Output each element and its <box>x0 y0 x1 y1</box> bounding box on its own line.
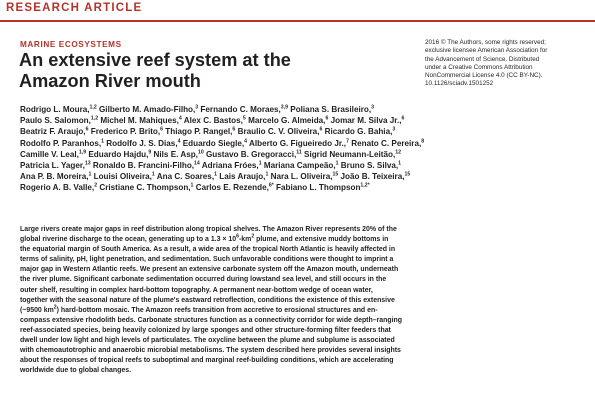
author-line-text: Ana C. Soares, <box>154 172 215 182</box>
affiliation-superscript: 6 <box>401 115 405 122</box>
affiliation-superscript: 1 <box>214 171 217 178</box>
author-line-text: Braulio C. V. Oliveira, <box>235 127 320 137</box>
abstract-line-text: Large rivers create major gaps in reef distribution along tropical shelves. The Amazon River represents 20% of the <box>20 226 397 233</box>
abstract-line-text: global riverine discharge to the ocean, generating up to a 1.3 × 10 <box>20 236 237 244</box>
abstract-line <box>20 265 590 275</box>
author-line-text: Mariana Campeão, <box>261 161 336 171</box>
author-list <box>20 104 590 194</box>
doi-link[interactable]: 10.1126/sciadv.1501252 <box>425 80 494 88</box>
author-line-text: Adriana Fróes, <box>199 161 259 171</box>
abstract-line-text: the river plume. Significant carbonate sedimentation occurred during lowstand sea level, and still occurs in the <box>20 276 387 284</box>
author-line-text: Alex C. Bastos, <box>181 116 243 126</box>
author-line-text: Carlos E. Rezende, <box>193 183 269 193</box>
license-line: NonCommercial License 4.0 (CC BY-NC). <box>425 72 543 80</box>
author-line-text: Rodolfo J. S. Dias, <box>104 138 178 148</box>
abstract-line <box>20 336 590 346</box>
author-line-text: Ana P. B. Moreira, <box>20 172 89 182</box>
affiliation-superscript: 2 <box>53 304 57 311</box>
author-line-text: Eduardo Hajdu, <box>86 149 149 159</box>
abstract-line-text: compass extensive rhodolith beds. Carbonate structures function as a connectivity corridor for wide depth–ranging <box>20 316 403 324</box>
affiliation-superscript: 14 <box>194 160 200 167</box>
affiliation-superscript: 4 <box>178 115 182 122</box>
author-line-text: Paulo S. Salomon, <box>20 116 91 126</box>
affiliation-superscript: 3 <box>371 104 374 111</box>
affiliation-superscript: 10 <box>197 149 204 156</box>
author-line-text: Gilberto M. Amado-Filho, <box>96 105 196 114</box>
abstract-line <box>20 245 590 255</box>
author-line-text: Fernando C. Moraes, <box>198 105 281 114</box>
abstract-line <box>20 286 590 296</box>
abstract-line <box>20 255 590 265</box>
author-line-text: Renato C. Pereira, <box>348 138 422 148</box>
abstract-line-text: -km <box>238 236 252 244</box>
affiliation-superscript: 1 <box>101 137 104 144</box>
abstract-line-text: ) hard-bottom mosaic. The Amazon reefs transition from accretive to erosional structures and en- <box>56 306 378 314</box>
license-notice <box>425 39 593 89</box>
affiliation-superscript: 1,2* <box>360 182 370 189</box>
author-line-text: João B. Teixeira, <box>338 172 405 182</box>
affiliation-superscript: 3 <box>195 104 199 111</box>
author-line <box>20 138 590 149</box>
affiliation-superscript: 1,2 <box>89 104 97 111</box>
affiliation-superscript: 13 <box>84 160 91 167</box>
author-line-text: Thiago P. Rangel, <box>163 127 233 137</box>
affiliation-superscript: 1,9 <box>78 149 87 156</box>
license-line: exclusive licensee American Association for <box>425 47 548 55</box>
affiliation-superscript: 15 <box>332 171 339 178</box>
author-line-text: Ronaldo B. Francini-Filho, <box>90 161 195 171</box>
abstract-line <box>20 366 590 376</box>
abstract-line <box>20 306 590 316</box>
author-line-text: Nils E. Asp, <box>151 149 198 159</box>
author-line-text: Jomar M. Silva Jr., <box>328 116 402 126</box>
affiliation-superscript: 6* <box>268 182 274 189</box>
author-line-text: Lais Araujo, <box>216 172 266 182</box>
affiliation-superscript: 1 <box>151 171 155 178</box>
article-type-label: RESEARCH ARTICLE <box>6 2 143 14</box>
affiliation-superscript: 8 <box>421 137 425 144</box>
author-line <box>20 171 590 182</box>
affiliation-superscript: 1 <box>190 182 194 189</box>
abstract-line <box>20 356 590 366</box>
abstract-line-text: together with the seasonal nature of the plume's eastward retroflection, conditions the existence of this extensive <box>20 296 395 304</box>
affiliation-superscript: 4 <box>244 137 248 144</box>
author-line-text: Marcelo G. Almeida, <box>245 116 326 126</box>
abstract <box>20 225 590 376</box>
affiliation-superscript: 6 <box>236 233 239 240</box>
affiliation-superscript: 1 <box>265 171 269 178</box>
affiliation-superscript: 11 <box>296 149 302 156</box>
affiliation-superscript: 1 <box>398 160 402 167</box>
author-line-text: Sigrid Neumann-Leitão, <box>301 149 396 159</box>
affiliation-superscript: 3 <box>392 126 396 133</box>
author-line-text: Camille V. Leal, <box>20 149 79 159</box>
abstract-line <box>20 316 590 326</box>
abstract-line-text: (~9500 km <box>20 306 54 314</box>
title-line: Amazon River mouth <box>19 71 201 91</box>
author-line-text: Michel M. Mahiques, <box>98 116 179 126</box>
abstract-line-text: major gap in Western Atlantic reefs. We present an extensive carbonate system off the Amazon mouth, underneath <box>20 266 399 274</box>
affiliation-superscript: 6 <box>319 126 323 133</box>
author-line-text: Rogerio A. B. Valle, <box>20 183 95 193</box>
affiliation-superscript: 1 <box>335 160 339 167</box>
section-label: MARINE ECOSYSTEMS <box>20 40 122 49</box>
abstract-line <box>20 346 590 356</box>
affiliation-superscript: 6 <box>232 126 236 133</box>
abstract-line <box>20 225 590 235</box>
affiliation-superscript: 1 <box>258 160 262 167</box>
author-line-text: Fabiano L. Thompson <box>273 183 361 193</box>
abstract-line-text: outer shelf, resulting in complex hard-bottom topography. A permanent near-bottom wedge of ocean water, <box>20 286 373 294</box>
abstract-line-text: worldwide due to global changes. <box>20 367 132 375</box>
affiliation-superscript: 15 <box>404 171 411 178</box>
license-line: under a Creative Commons Attribution <box>425 63 533 71</box>
abstract-line-text: reef-associated species, being heavily colonized by large sponges and other structure-forming filter feeders that <box>20 326 391 334</box>
author-line <box>20 126 590 137</box>
author-line <box>20 115 590 126</box>
abstract-line-text: about the responses of tropical reefs to suboptimal and marginal reef-building conditions, which are accelerating <box>20 357 394 365</box>
article-type-banner <box>0 0 595 20</box>
affiliation-superscript: 12 <box>395 149 402 156</box>
title-line: An extensive reef system at the <box>19 50 291 70</box>
affiliation-superscript: 6 <box>160 126 164 133</box>
abstract-line-text: terms of salinity, pH, light penetration, and sedimentation. Such unfavorable conditions were thought to imprint a <box>20 256 394 264</box>
author-line-text: Alberto G. Figueiredo Jr., <box>247 138 347 148</box>
author-line-text: Beatriz F. Araujo, <box>20 127 86 137</box>
author-line-text: Eduardo Siegle, <box>180 138 245 148</box>
abstract-line <box>20 296 590 306</box>
affiliation-superscript: 5 <box>242 115 246 122</box>
author-line-text: Ricardo G. Bahia, <box>322 127 393 137</box>
author-line-text: Poliana S. Brasileiro, <box>288 105 372 114</box>
affiliation-superscript: 1 <box>88 171 92 178</box>
author-line <box>20 160 590 171</box>
abstract-line <box>20 235 590 245</box>
abstract-line-text: plume, and extensive muddy bottoms in <box>254 236 389 244</box>
affiliation-superscript: 9 <box>148 149 152 156</box>
author-line <box>20 182 590 193</box>
author-line <box>20 104 590 115</box>
abstract-line-text: the equatorial margin of South America. As a result, a wide area of the tropical North Atlantic is heavily affected in <box>20 246 396 254</box>
abstract-line <box>20 275 590 285</box>
abstract-line-text: dwell under low light and high levels of particulates. The oxycline between the plume and subplume is associated <box>20 337 395 345</box>
author-line-text: Frederico P. Brito, <box>88 127 161 137</box>
author-line-text: Patricia L. Yager, <box>20 161 85 171</box>
affiliation-superscript: 2 <box>94 182 98 189</box>
author-line-text: Louisi Oliveira, <box>91 172 152 182</box>
author-line-text: Nara L. Oliveira, <box>268 172 333 182</box>
abstract-line <box>20 326 590 336</box>
affiliation-superscript: 6 <box>325 115 329 122</box>
affiliation-superscript: 4 <box>177 137 181 144</box>
author-line <box>20 149 590 160</box>
license-line: the Advancement of Science. Distributed <box>425 55 540 63</box>
author-line-text: Gustavo B. Gregoracci, <box>203 149 297 159</box>
affiliation-superscript: 6 <box>85 126 89 133</box>
author-line-text: Rodrigo L. Moura, <box>20 105 90 114</box>
author-line-text: Cristiane C. Thompson, <box>97 183 191 193</box>
author-line-text: Rodolfo P. Paranhos, <box>20 138 102 148</box>
article-title <box>19 50 399 92</box>
affiliation-superscript: 7 <box>346 137 349 144</box>
header-rule <box>0 20 595 22</box>
affiliation-superscript: 2 <box>251 233 255 240</box>
author-line-text: Bruno S. Silva, <box>338 161 399 171</box>
affiliation-superscript: 1,2 <box>90 115 99 122</box>
license-line: 2016 © The Authors, some rights reserved; <box>425 39 546 46</box>
abstract-line-text: with chemoautotrophic and anaerobic microbial metabolisms. The system described here provides several insights <box>20 347 401 355</box>
affiliation-superscript: 3,9 <box>280 104 289 111</box>
